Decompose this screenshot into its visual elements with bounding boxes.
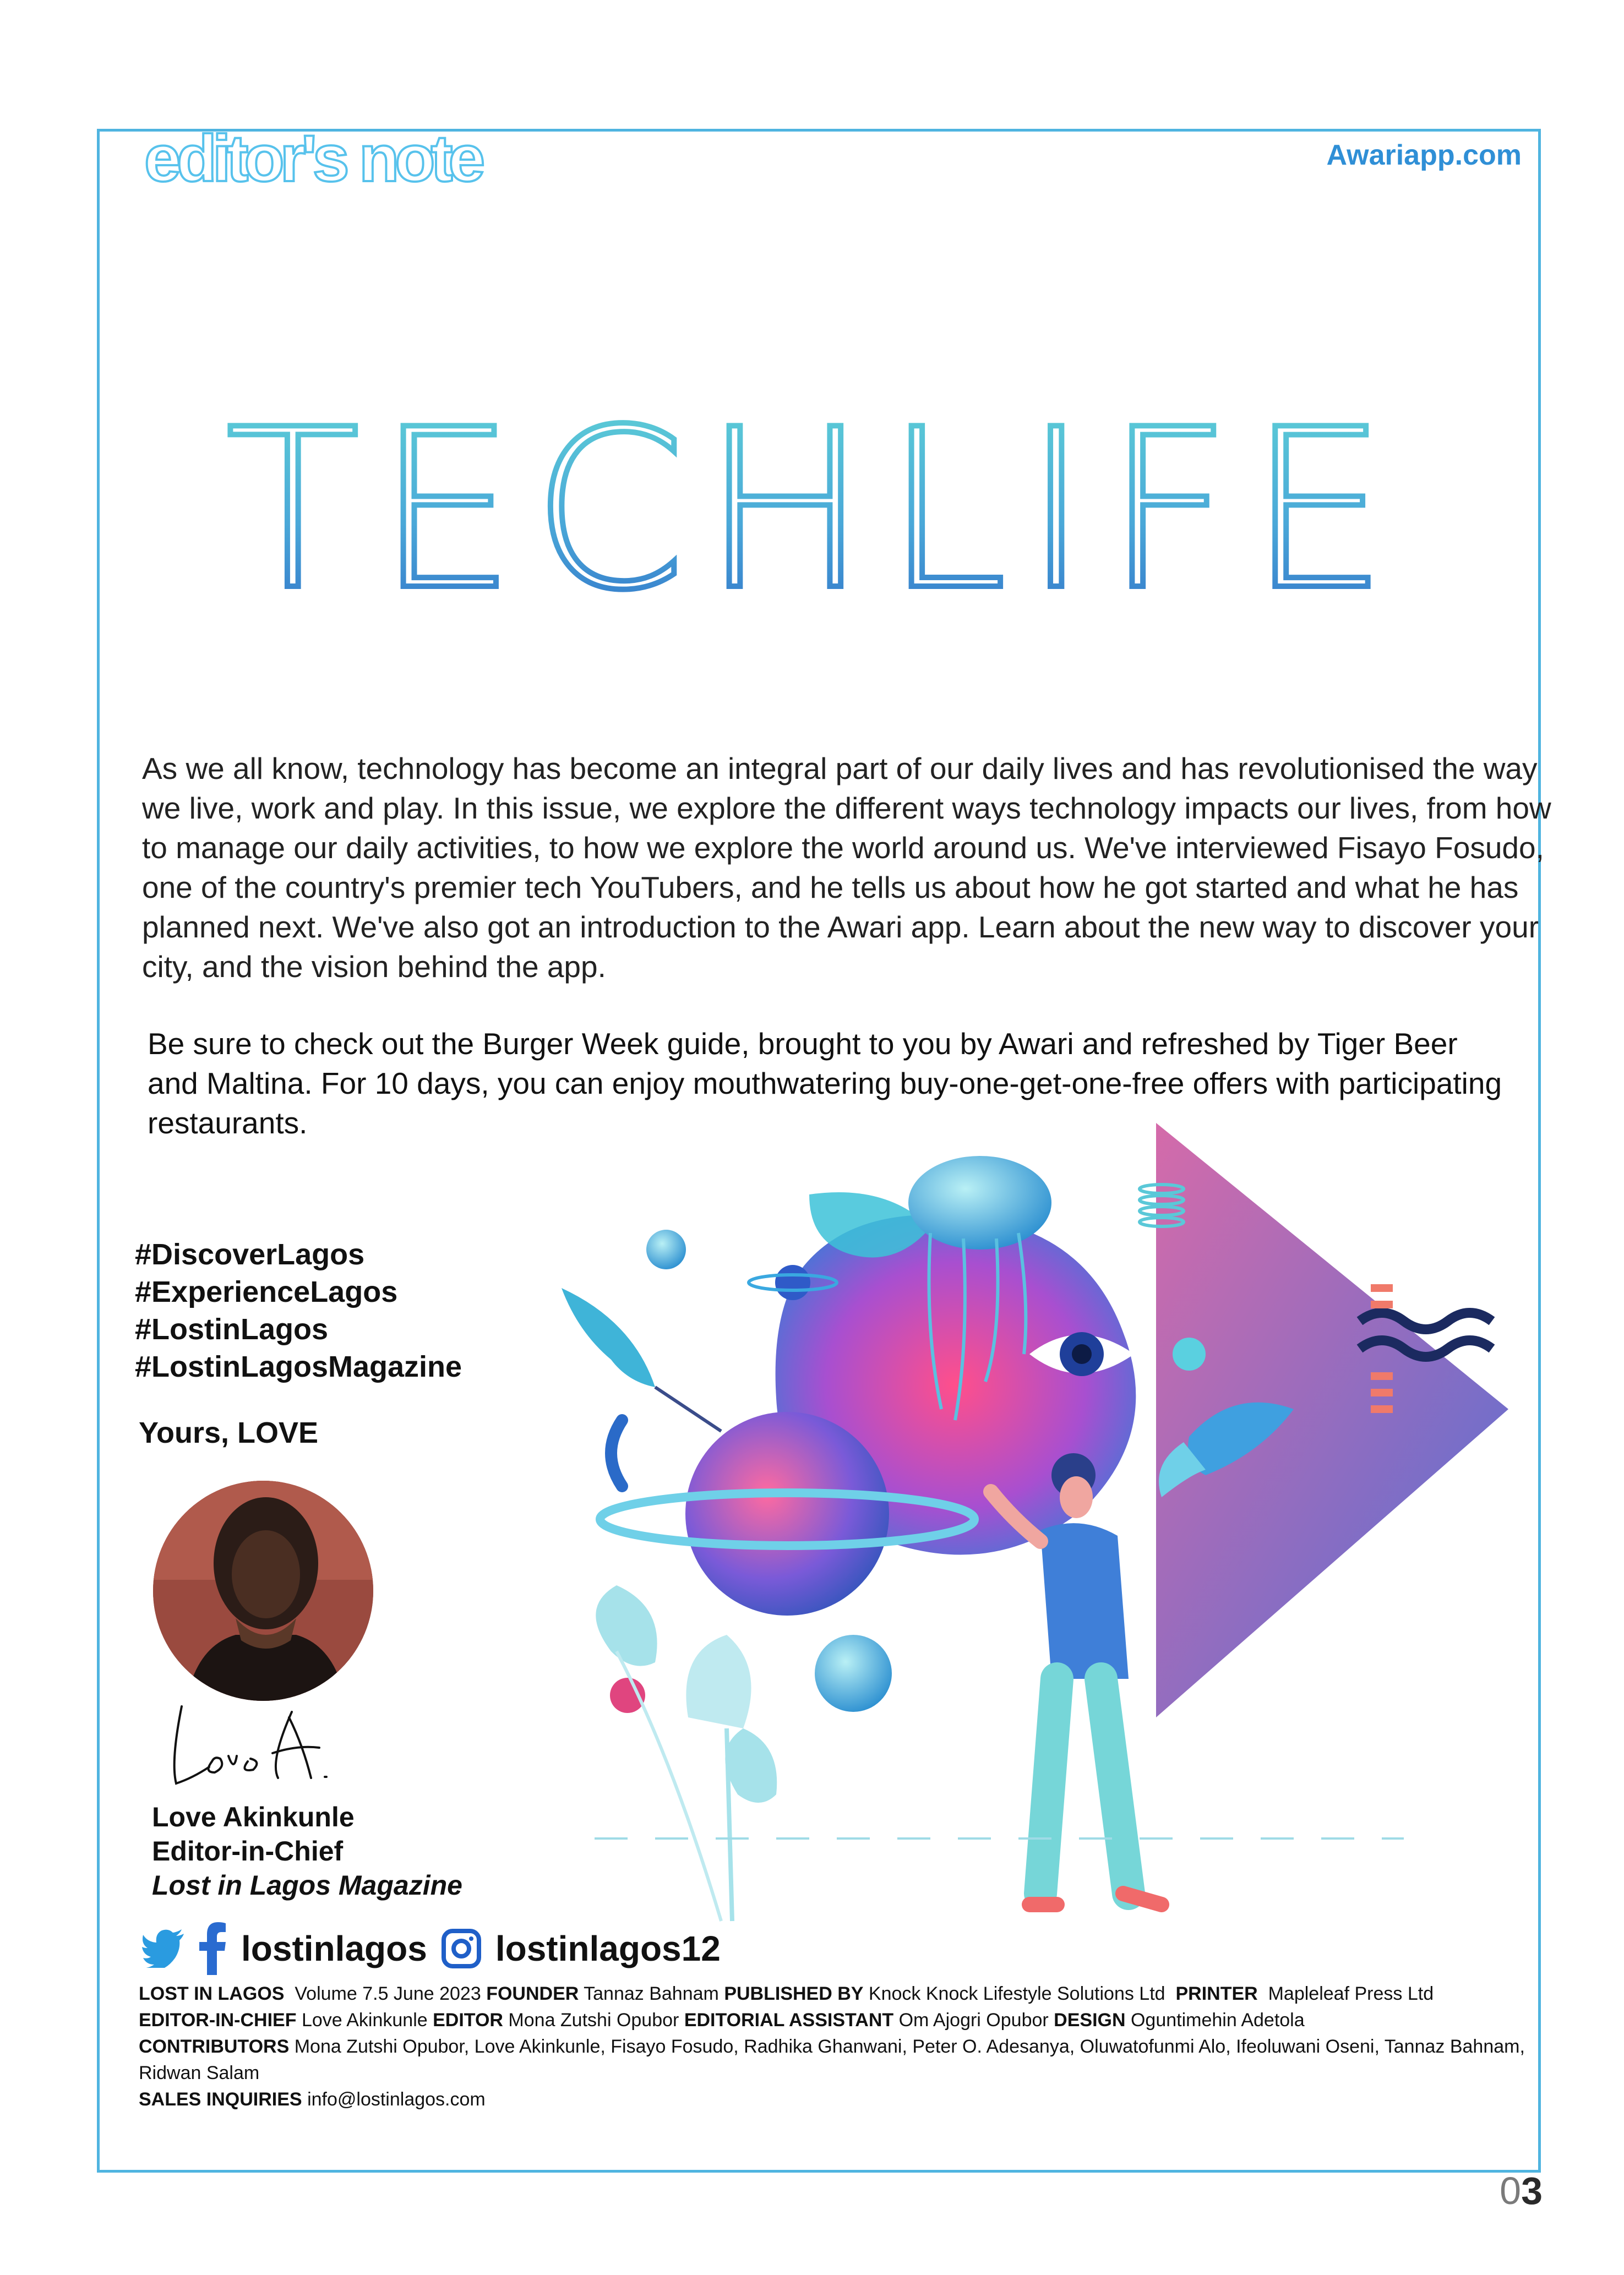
section-title: editor's note — [144, 122, 481, 195]
credit-label: PUBLISHED BY — [724, 1983, 864, 2004]
page-number — [1500, 2169, 1543, 2213]
credit-label: DESIGN — [1054, 2010, 1126, 2031]
hashtag-item[interactable]: #DiscoverLagos — [135, 1238, 365, 1271]
hashtag-item[interactable]: #LostinLagosMagazine — [135, 1350, 462, 1383]
credit-value: Love Akinkunle — [301, 2010, 428, 2031]
page-number-prefix: 0 — [1500, 2169, 1522, 2212]
editor-role: Editor-in-Chief — [152, 1836, 344, 1867]
credit-value: Mona Zutshi Opubor, Love Akinkunle, Fisayo Fosudo, Radhika Ghanwani, Peter O. Adesanya, Oluwatofunmi Alo, Ifeoluwani Oseni, Tannaz Bahnam, Ridwan Salam — [139, 2036, 1525, 2083]
page-number-value: 3 — [1521, 2169, 1543, 2212]
credit-label: EDITORIAL ASSISTANT — [684, 2010, 894, 2031]
hero-title-text: TECHLIFE — [225, 388, 1404, 619]
hashtag-item[interactable]: #LostinLagos — [135, 1313, 329, 1346]
editor-avatar — [153, 1481, 373, 1701]
credit-value: Volume 7.5 June 2023 — [295, 1983, 481, 2004]
credit-value: Om Ajogri Opubor — [898, 2010, 1049, 2031]
social-handle-primary[interactable]: lostinlagos — [241, 1929, 427, 1968]
intro-paragraph — [142, 749, 1551, 986]
intro-text: As we all know, technology has become an integral part of our daily lives and has revolutionised the way we live, work and play. In this issue, we explore the different ways technology impacts our lives, from how to manage our daily activities, to how we explore the world around us. We've interviewed Fisayo Fosudo, one of the country's premier tech YouTubers, and he tells us about how he got started and what he has planned next. We've also got an introduction to the Awari app. Learn about the new way to discover your city, and the vision behind the app. — [142, 751, 1551, 984]
facebook-icon[interactable] — [199, 1922, 227, 1975]
credits-sales — [139, 2086, 1548, 2113]
hero-title — [171, 388, 1459, 619]
instagram-icon[interactable] — [442, 1929, 481, 1968]
credit-value: Oguntimehin Adetola — [1130, 2010, 1305, 2031]
credit-value: Mona Zutshi Opubor — [508, 2010, 679, 2031]
credit-value: Tannaz Bahnam — [584, 1983, 719, 2004]
hashtag-list — [135, 1236, 462, 1385]
editor-magazine: Lost in Lagos Magazine — [152, 1870, 462, 1901]
credit-label: EDITOR — [433, 2010, 503, 2031]
twitter-icon[interactable] — [141, 1929, 185, 1968]
tech-illustration — [545, 1123, 1541, 1938]
credit-label: CONTRIBUTORS — [139, 2036, 290, 2057]
site-url-link[interactable]: Awariapp.com — [1326, 139, 1522, 171]
credit-value: Mapleleaf Press Ltd — [1268, 1983, 1434, 2004]
credit-label: PRINTER — [1175, 1983, 1258, 2004]
credits-line-2 — [139, 2007, 1548, 2033]
credit-label: EDITOR-IN-CHIEF — [139, 2010, 297, 2031]
editor-credit — [152, 1800, 462, 1902]
editor-name: Love Akinkunle — [152, 1802, 355, 1832]
credits-contributors — [139, 2033, 1548, 2086]
signoff: Yours, LOVE — [139, 1416, 319, 1449]
sales-email-link[interactable]: info@lostinlagos.com — [307, 2089, 486, 2110]
hashtag-item[interactable]: #ExperienceLagos — [135, 1275, 398, 1308]
social-row — [141, 1921, 721, 1976]
credit-value: Knock Knock Lifestyle Solutions Ltd — [868, 1983, 1165, 2004]
masthead-credits — [139, 1981, 1548, 2113]
credits-line-1 — [139, 1981, 1548, 2007]
editor-portrait-image — [153, 1481, 373, 1701]
credit-label: FOUNDER — [486, 1983, 579, 2004]
editor-signature — [160, 1695, 413, 1800]
social-handle-instagram[interactable]: lostinlagos12 — [495, 1929, 721, 1968]
credit-label: LOST IN LAGOS — [139, 1983, 285, 2004]
credit-label: SALES INQUIRIES — [139, 2089, 302, 2110]
promo-paragraph: Be sure to check out the Burger Week guide, brought to you by Awari and refreshed by Tiger Beer and Maltina. For 10 days, you can enjoy mouthwatering buy-one-get-one-free offers with participating restaurants. — [148, 1027, 1502, 1140]
